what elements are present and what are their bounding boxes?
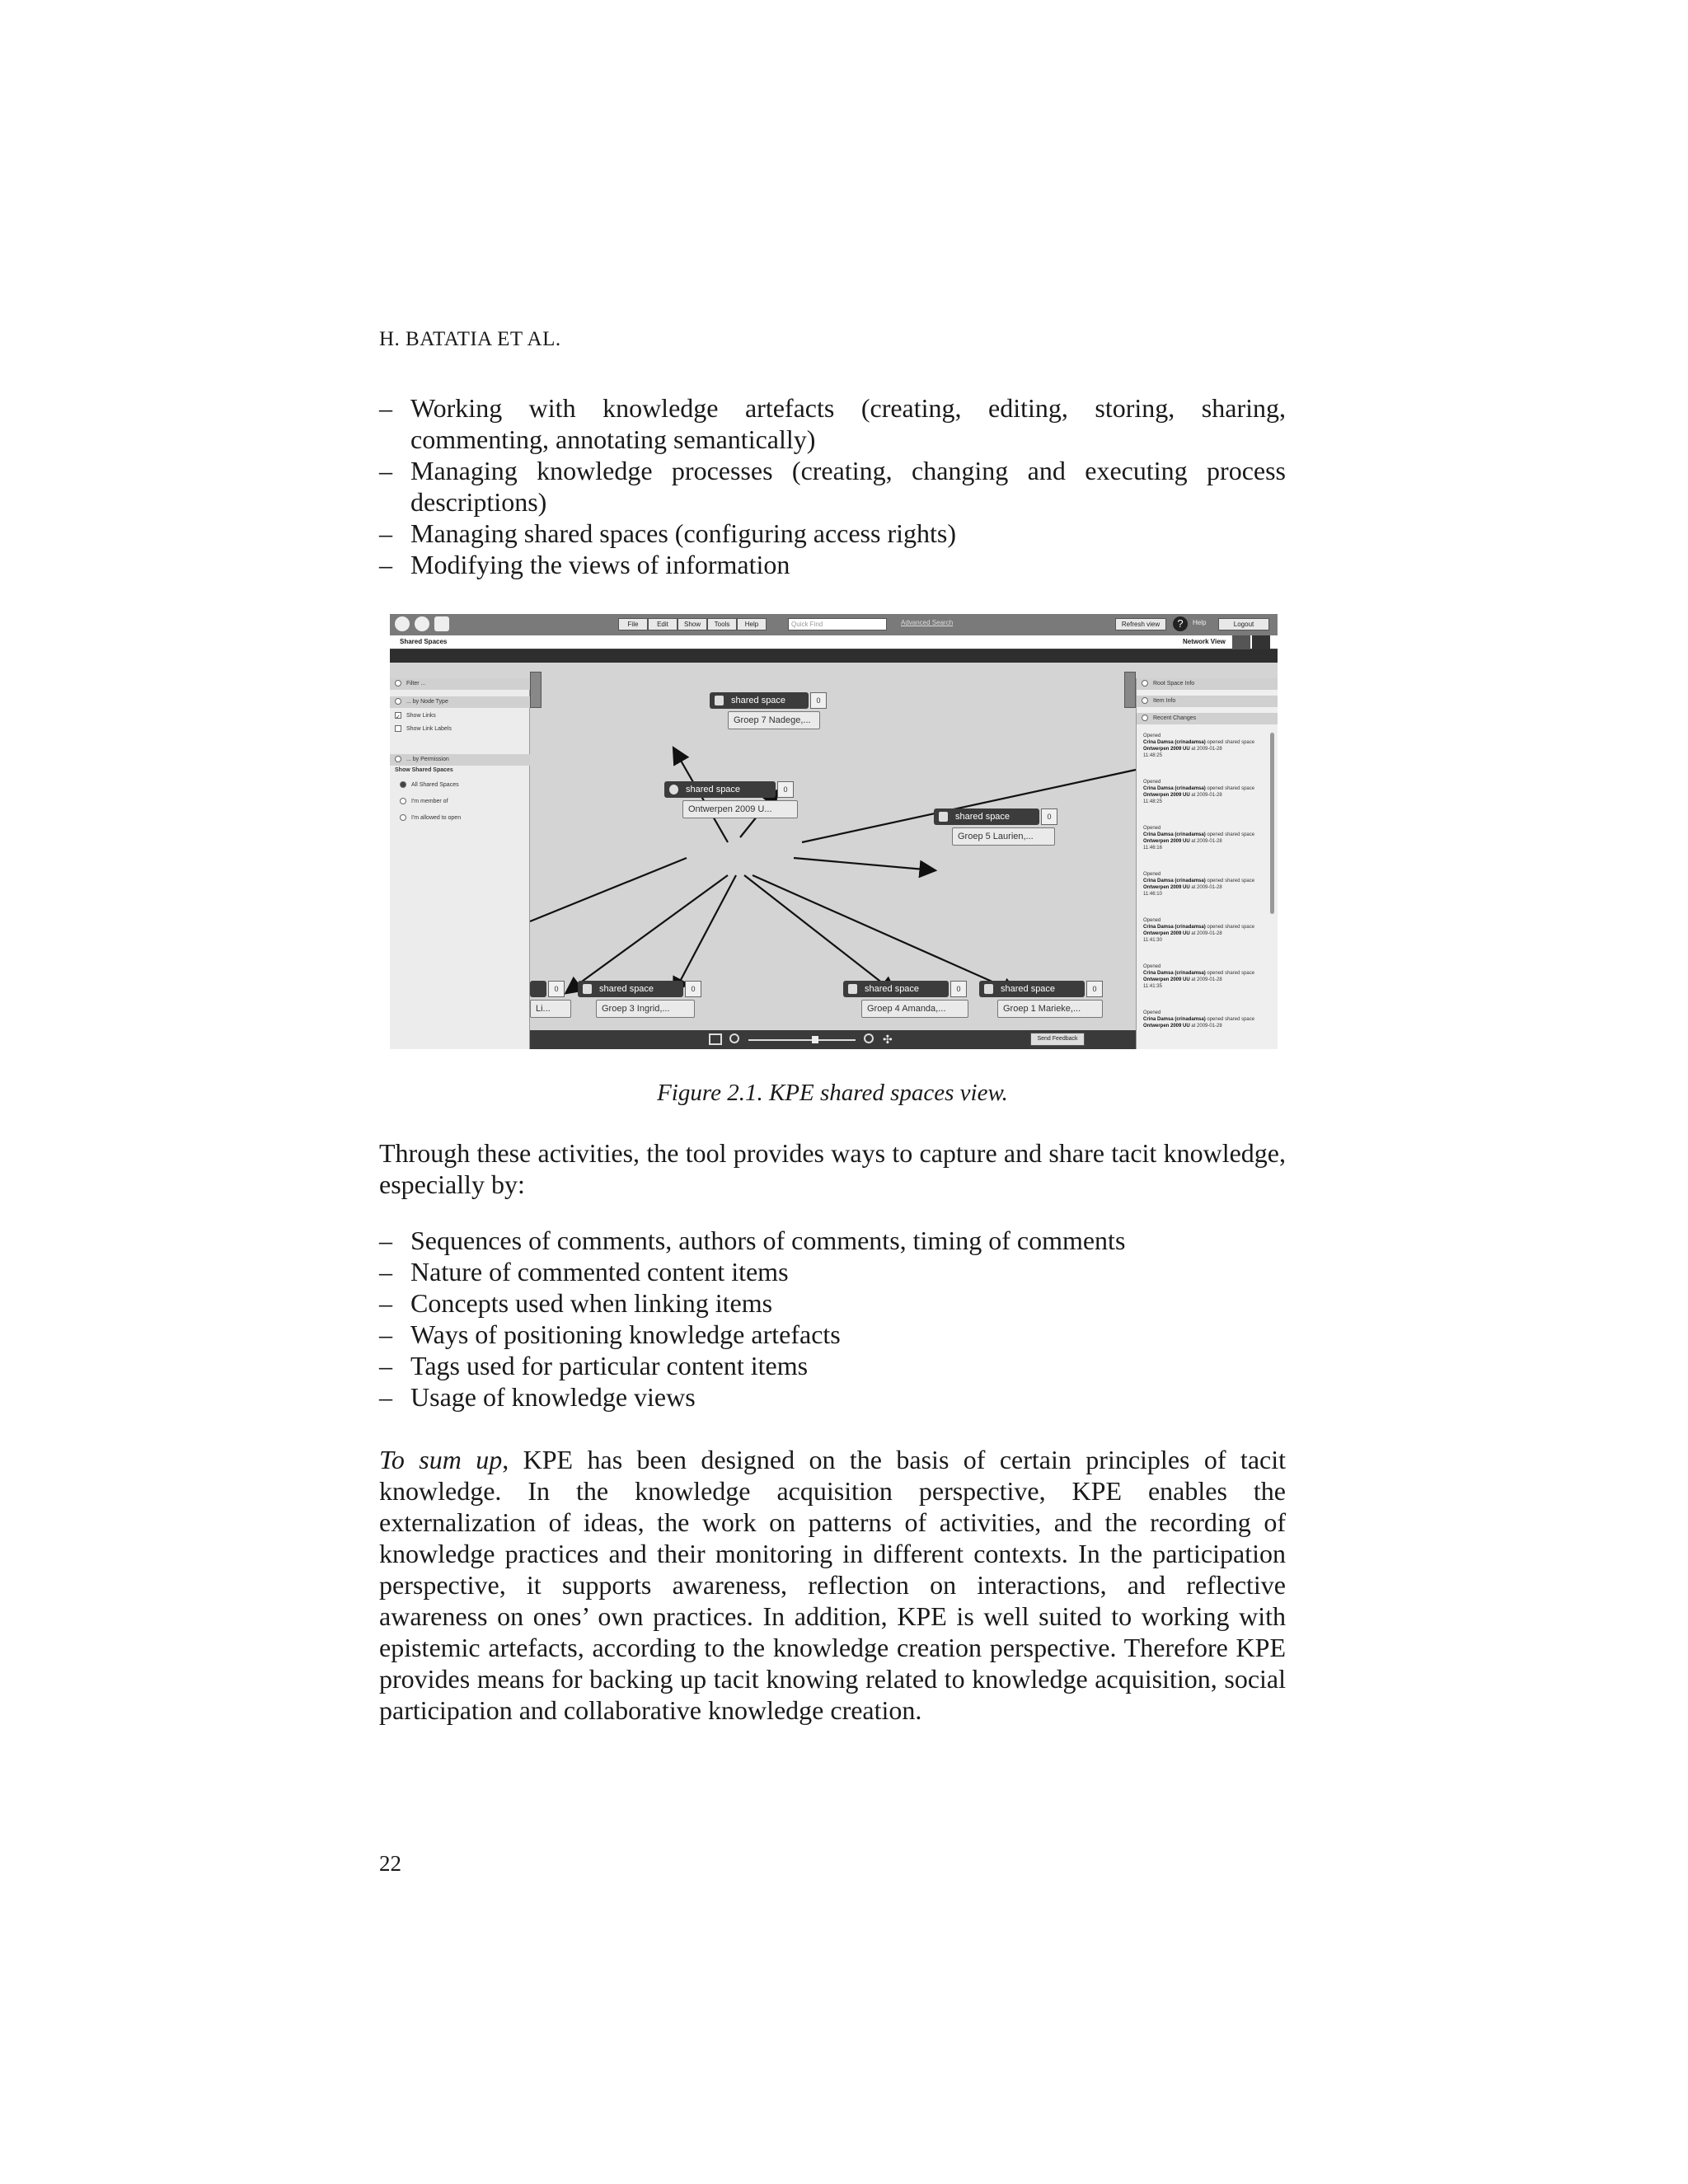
summary-lead: To sum up <box>379 1445 503 1474</box>
quick-find-input[interactable]: Quick Find <box>788 618 887 630</box>
list-item: – Tags used for particular content items <box>379 1350 1286 1381</box>
dark-strip <box>390 649 1278 663</box>
node-title: Groep 1 Marieke,... <box>997 1000 1103 1018</box>
list-view-icon[interactable] <box>1252 635 1270 649</box>
recent-changes-header[interactable]: Recent Changes <box>1137 713 1278 724</box>
node-label: shared space <box>710 692 809 709</box>
log-entry: Opened Crina Damsa (crinadamsa) opened shared space Ontwerpen 2009 UU at 2009-01-28 11:48:25 <box>1143 733 1255 758</box>
filters-side-tab[interactable] <box>530 672 542 708</box>
edge <box>530 858 687 921</box>
shared-space-node[interactable] <box>979 981 1123 1014</box>
menu-help[interactable]: Help <box>737 618 767 630</box>
menu-file[interactable]: File <box>618 618 648 630</box>
information-side-tab[interactable] <box>1124 672 1136 708</box>
lock-icon <box>939 812 948 822</box>
radio-allowed-to-open[interactable]: I'm allowed to open <box>400 813 461 823</box>
paragraph: Through these activities, the tool provides ways to capture and share tacit knowledge, especially by: <box>379 1138 1286 1199</box>
log-entry: Opened Crina Damsa (crinadamsa) opened shared space Ontwerpen 2009 UU at 2009-01-28 11:48:25 <box>1143 780 1255 804</box>
lock-icon <box>984 984 993 994</box>
zoom-out-icon[interactable] <box>729 1033 739 1043</box>
node-count: 0 <box>1086 981 1103 997</box>
node-title: Groep 4 Amanda,... <box>861 1000 968 1018</box>
zoom-in-icon[interactable] <box>864 1033 874 1043</box>
node-count: 0 <box>950 981 967 997</box>
log-entry: Opened Crina Damsa (crinadamsa) opened shared space Ontwerpen 2009 UU at 2009-01-28 11:46:10 <box>1143 872 1255 897</box>
lock-icon <box>583 984 592 994</box>
help-label[interactable]: Help <box>1193 619 1207 626</box>
send-feedback-button[interactable]: Send Feedback <box>1030 1033 1085 1046</box>
summary-body: , KPE has been designed on the basis of certain principles of tacit knowledge. In the knowledge acquisition perspective, KPE enables the externalization of ideas, the work on patterns of activities, and the recording of knowledge practices and their monitoring in different contexts. In the participation perspective, it supports awareness, reflection on interactions, and reflective awareness on ones’ own practices. In addition, KPE is well suited to working with epistemic artefacts, according to the knowledge creation perspective. Therefore KPE provides means for backing up tacit knowing related to knowledge acquisition, social participation and collaborative knowledge creation. <box>379 1445 1287 1725</box>
node-label: shared space <box>843 981 949 997</box>
lock-icon <box>715 696 724 705</box>
menu-tools[interactable]: Tools <box>707 618 737 630</box>
fit-view-icon[interactable] <box>709 1033 722 1045</box>
node-label <box>530 981 546 997</box>
lock-icon <box>848 984 857 994</box>
activity-list <box>379 392 1286 580</box>
refresh-view-button[interactable]: Refresh view <box>1115 618 1166 630</box>
log-entry: Opened Crina Damsa (crinadamsa) opened shared space Ontwerpen 2009 UU at 2009-01-28 11:41:35 <box>1143 964 1255 989</box>
list-item: – Modifying the views of information <box>379 549 1286 580</box>
node-title: Ontwerpen 2009 U... <box>682 800 798 818</box>
list-item: – Usage of knowledge views <box>379 1381 1286 1413</box>
home-icon[interactable] <box>395 616 410 631</box>
list-item: – Nature of commented content items <box>379 1256 1286 1287</box>
filter-header[interactable]: Filter ... <box>390 678 530 690</box>
log-entry: Opened Crina Damsa (crinadamsa) opened shared space Ontwerpen 2009 UU at 2009-01-28 11:41:30 <box>1143 918 1255 943</box>
radio-member-of[interactable]: I'm member of <box>400 797 448 807</box>
shared-space-node[interactable] <box>843 981 983 1014</box>
view-mode-label: Network View <box>1183 638 1226 645</box>
root-space-info-header[interactable]: Root Space Info <box>1137 678 1278 690</box>
app-toolbar <box>390 614 1278 635</box>
node-label: shared space <box>664 781 776 798</box>
show-shared-spaces-label: Show Shared Spaces <box>395 767 453 773</box>
shared-space-node[interactable] <box>934 808 1074 841</box>
user-icon[interactable] <box>415 616 429 631</box>
edge <box>744 875 894 992</box>
node-title: Groep 5 Laurien,... <box>952 827 1055 846</box>
zoom-bar <box>530 1030 1136 1049</box>
node-title: Groep 3 Ingrid,... <box>596 1000 695 1018</box>
info-panel <box>1136 678 1278 1049</box>
list-item: – Managing knowledge processes (creating, changing and executing process descriptions) <box>379 455 1286 518</box>
page-number: 22 <box>379 1851 401 1876</box>
node-label: shared space <box>934 808 1039 825</box>
group-icon[interactable] <box>434 616 449 631</box>
node-count: 0 <box>1041 808 1057 825</box>
filter-panel <box>390 678 530 1049</box>
edge <box>567 875 728 992</box>
edge <box>794 858 934 870</box>
logout-button[interactable]: Logout <box>1218 618 1269 630</box>
edge <box>753 875 1016 992</box>
list-item: – Concepts used when linking items <box>379 1287 1286 1319</box>
shared-space-node[interactable] <box>664 781 813 814</box>
node-count: 0 <box>777 781 794 798</box>
node-count: 0 <box>685 981 701 997</box>
node-label: shared space <box>979 981 1085 997</box>
zoom-slider-handle[interactable] <box>812 1036 818 1043</box>
log-scrollbar[interactable] <box>1270 733 1274 914</box>
item-info-header[interactable]: Item Info <box>1137 696 1278 707</box>
node-title: Groep 7 Nadege,... <box>728 711 820 729</box>
show-links-checkbox[interactable]: ✓ Show Links <box>396 713 436 721</box>
radio-all-shared-spaces[interactable]: All Shared Spaces <box>400 780 459 790</box>
node-count: 0 <box>548 981 565 997</box>
node-label: shared space <box>578 981 683 997</box>
list-item: – Working with knowledge artefacts (creating, editing, storing, sharing, commenting, annotating semantically) <box>379 392 1286 455</box>
menu-edit[interactable]: Edit <box>648 618 678 630</box>
network-view-icon[interactable] <box>1232 635 1250 649</box>
breadcrumb-bar <box>390 635 1278 649</box>
tacit-knowledge-list <box>379 1225 1286 1413</box>
permission-header[interactable]: ... by Permission <box>390 754 530 766</box>
shared-space-node[interactable] <box>710 692 842 725</box>
figure-caption: Figure 2.1. KPE shared spaces view. <box>657 1080 1008 1106</box>
log-entry: Opened Crina Damsa (crinadamsa) opened shared space Ontwerpen 2009 UU at 2009-01-28 <box>1143 1010 1255 1029</box>
node-title: Li... <box>530 1000 571 1018</box>
node-count: 0 <box>810 692 827 709</box>
running-header: H. BATATIA ET AL. <box>379 328 561 350</box>
log-entry: Opened Crina Damsa (crinadamsa) opened shared space Ontwerpen 2009 UU at 2009-01-28 11:46:16 <box>1143 826 1255 851</box>
zoom-slider[interactable] <box>748 1039 856 1041</box>
breadcrumb: Shared Spaces <box>400 638 448 645</box>
kpe-screenshot-figure <box>390 614 1278 1049</box>
menu-show[interactable]: Show <box>678 618 707 630</box>
advanced-search-link[interactable]: Advanced Search <box>901 619 954 626</box>
shared-space-node[interactable] <box>578 981 718 1014</box>
summary-paragraph <box>379 1444 1286 1726</box>
list-item: – Sequences of comments, authors of comments, timing of comments <box>379 1225 1286 1256</box>
list-item: – Ways of positioning knowledge artefacts <box>379 1319 1286 1350</box>
show-link-labels-checkbox[interactable]: Show Link Labels <box>395 724 452 734</box>
help-icon[interactable]: ? <box>1173 616 1188 631</box>
pan-icon[interactable]: ✣ <box>883 1033 893 1046</box>
list-item: – Managing shared spaces (configuring access rights) <box>379 518 1286 549</box>
node-type-header[interactable]: ... by Node Type <box>390 696 530 708</box>
eye-icon <box>669 785 678 794</box>
